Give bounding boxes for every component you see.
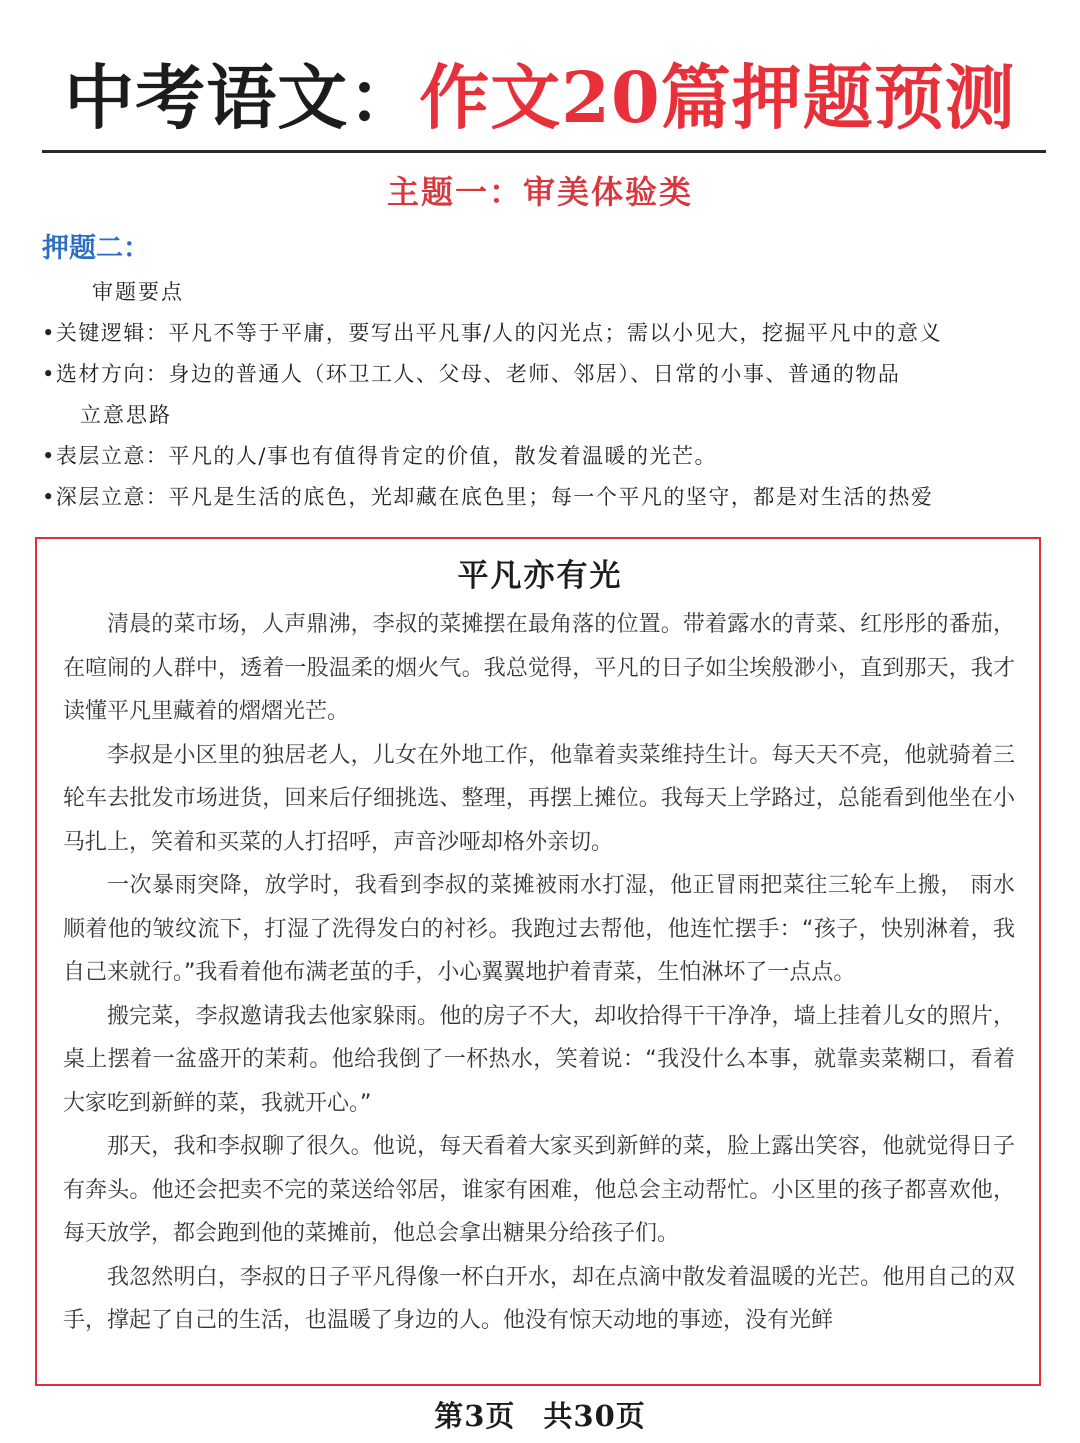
ideas-heading: 立意思路: [80, 403, 172, 427]
essay-paragraph: 一次暴雨突降，放学时，我看到李叔的菜摊被雨水打湿，他正冒雨把菜往三轮车上搬， 雨水顺着他的皱纹流下，打湿了洗得发白的衬衫。我跑过去帮他，他连忙摆手：“孩子，快别淋着，我自己来就行。”我看着他布满老茧的手，小心翼翼地护着青菜，生怕淋坏了一点点。: [63, 873, 1015, 985]
page-number: [0, 1394, 1080, 1438]
essay-paragraph: 搬完菜，李叔邀请我去他家躲雨。他的房子不大，却收拾得干干净净，墙上挂着儿女的照片，桌上摆着一盆盛开的茉莉。他给我倒了一杯热水，笑着说：“我没什么本事，就靠卖菜糊口，看着大家吃到新鲜的菜，我就开心。”: [63, 1003, 1015, 1116]
idea-item: •表层立意：平凡的人/事也有值得肯定的价值，散发着温暖的光芒。: [42, 444, 717, 468]
page-current: 第3页: [434, 1399, 516, 1433]
essay-paragraph: 清晨的菜市场，人声鼎沸，李叔的菜摊摆在最角落的位置。带着露水的青菜、红彤彤的番茄，在喧闹的人群中，透着一股温柔的烟火气。我总觉得，平凡的日子如尘埃般渺小，直到那天，我才读懂平凡里藏着的熠熠光芒。: [63, 612, 1015, 724]
review-point-item: •选材方向：身边的普通人（环卫工人、父母、老师、邻居）、日常的小事、普通的物品: [42, 362, 901, 386]
sample-essay-box: [35, 537, 1041, 1386]
essay-paragraph: 那天，我和李叔聊了很久。他说，每天看着大家买到新鲜的菜，脸上露出笑容，他就觉得日子有奔头。他还会把卖不完的菜送给邻居，谁家有困难，他总会主动帮忙。小区里的孩子都喜欢他，每天放学，都会跑到他的菜摊前，他总会拿出糖果分给孩子们。: [63, 1134, 1015, 1246]
review-point-item: •关键逻辑：平凡不等于平庸，要写出平凡事/人的闪光点；需以小见大，挖掘平凡中的意义: [42, 321, 942, 345]
review-points-heading: 审题要点: [92, 280, 184, 304]
title-divider: [42, 150, 1046, 153]
section-label: 押题二：: [42, 233, 150, 264]
page-total: 共30页: [543, 1399, 646, 1433]
essay-paragraph: 我忽然明白，李叔的日子平凡得像一杯白开水，却在点滴中散发着温暖的光芒。他用自己的双手，撑起了自己的生活，也温暖了身边的人。他没有惊天动地的事迹，没有光鲜: [63, 1264, 1015, 1333]
essay-body: [63, 603, 1015, 1343]
document-title: [0, 50, 1080, 146]
writing-outline: [42, 272, 1046, 518]
essay-paragraph: 李叔是小区里的独居老人，儿女在外地工作，他靠着卖菜维持生计。每天天不亮，他就骑着三轮车去批发市场进货，回来后仔细挑选、整理，再摆上摊位。我每天上学路过，总能看到他坐在小马扎上，笑着和买菜的人打招呼，声音沙哑却格外亲切。: [63, 742, 1015, 855]
theme-heading: 主题一：审美体验类: [386, 173, 693, 211]
essay-title: 平凡亦有光: [457, 558, 623, 594]
title-prefix: 中考语文：: [64, 56, 420, 139]
title-main: 作文20篇押题预测: [419, 56, 1016, 139]
idea-item: •深层立意：平凡是生活的底色，光却藏在底色里；每一个平凡的坚守，都是对生活的热爱: [42, 485, 934, 509]
